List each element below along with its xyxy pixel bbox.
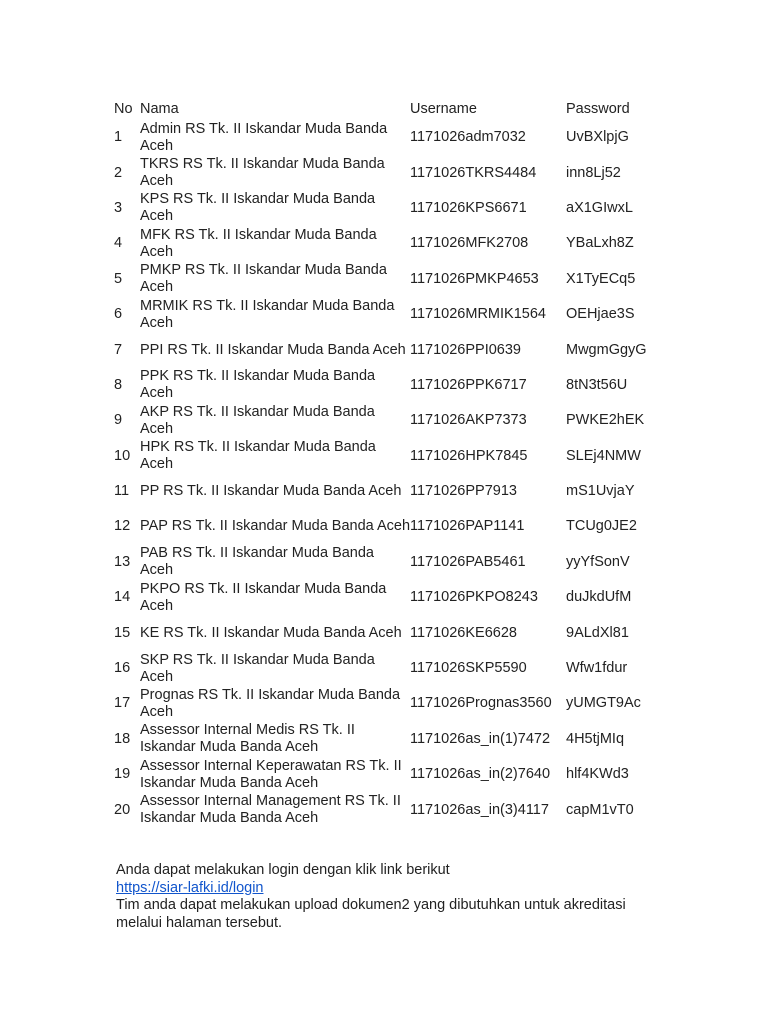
cell-password: YBaLxh8Z (566, 235, 634, 252)
table-row (114, 722, 676, 757)
cell-nama: MFK RS Tk. II Iskandar Muda Banda Aceh (140, 226, 377, 260)
cell-password: X1TyECq5 (566, 270, 636, 287)
cell-no: 2 (114, 164, 123, 181)
cell-nama: AKP RS Tk. II Iskandar Muda Banda Aceh (140, 403, 375, 437)
cell-nama: Assessor Internal Management RS Tk. II Iskandar Muda Banda Aceh (140, 793, 401, 827)
cell-password: yUMGT9Ac (566, 695, 641, 712)
header-username: Username (410, 101, 477, 117)
cell-username: 1171026TKRS4484 (410, 164, 537, 181)
cell-username: 1171026PAP1141 (410, 518, 525, 535)
cell-no: 14 (114, 589, 131, 606)
footer-line-login: Anda dapat melakukan login dengan klik link berikut (116, 862, 450, 878)
table-row (114, 297, 676, 332)
table-row (114, 615, 676, 650)
cell-password: mS1UvjaY (566, 483, 635, 500)
cell-nama: Assessor Internal Medis RS Tk. II Iskandar Muda Banda Aceh (140, 722, 355, 756)
cell-username: 1171026HPK7845 (410, 447, 528, 464)
cell-username: 1171026MFK2708 (410, 235, 529, 252)
cell-nama: SKP RS Tk. II Iskandar Muda Banda Aceh (140, 651, 375, 685)
footer-link-line (116, 880, 636, 898)
table-row (114, 757, 676, 792)
table-row (114, 651, 676, 686)
cell-no: 3 (114, 199, 123, 216)
table-row (114, 120, 676, 155)
cell-no: 19 (114, 766, 131, 783)
table-row (114, 155, 676, 190)
cell-password: UvBXlpjG (566, 129, 629, 146)
cell-username: 1171026SKP5590 (410, 660, 527, 677)
cell-username: 1171026AKP7373 (410, 412, 527, 429)
cell-no: 18 (114, 730, 131, 747)
cell-no: 11 (114, 483, 130, 500)
cell-username: 1171026KPS6671 (410, 199, 527, 216)
table-row (114, 226, 676, 261)
table-row (114, 474, 676, 509)
cell-nama: PAB RS Tk. II Iskandar Muda Banda Aceh (140, 545, 374, 579)
cell-username: 1171026adm7032 (410, 129, 526, 146)
cell-username: 1171026as_in(3)4117 (410, 801, 549, 818)
header-no: No (114, 101, 133, 117)
table-row (114, 792, 676, 827)
cell-nama: Admin RS Tk. II Iskandar Muda Banda Aceh (140, 120, 388, 154)
cell-no: 10 (114, 447, 131, 464)
cell-nama: PP RS Tk. II Iskandar Muda Banda Aceh (140, 483, 402, 500)
cell-no: 16 (114, 660, 131, 677)
cell-username: 1171026PMKP4653 (410, 270, 539, 287)
cell-password: 9ALdXl81 (566, 624, 629, 641)
cell-no: 6 (114, 306, 123, 323)
cell-password: PWKE2hEK (566, 412, 645, 429)
cell-username: 1171026PPK6717 (410, 376, 527, 393)
table-row (114, 191, 676, 226)
header-nama: Nama (140, 101, 179, 117)
cell-password: 8tN3t56U (566, 376, 628, 393)
login-link[interactable]: https://siar-lafki.id/login (116, 879, 264, 896)
cell-nama: PPK RS Tk. II Iskandar Muda Banda Aceh (140, 368, 376, 402)
cell-password: hlf4KWd3 (566, 766, 629, 783)
table-row (114, 545, 676, 580)
credentials-table (114, 101, 676, 828)
table-row (114, 686, 676, 721)
table-row (114, 509, 676, 544)
cell-no: 15 (114, 624, 131, 641)
cell-no: 8 (114, 376, 123, 393)
cell-password: SLEj4NMW (566, 447, 641, 464)
cell-nama: PAP RS Tk. II Iskandar Muda Banda Aceh (140, 518, 411, 535)
cell-password: 4H5tjMIq (566, 730, 625, 747)
cell-nama: KPS RS Tk. II Iskandar Muda Banda Aceh (140, 191, 376, 225)
cell-password: OEHjae3S (566, 306, 635, 323)
footer-text (116, 862, 636, 932)
table-row (114, 262, 676, 297)
cell-password: duJkdUfM (566, 589, 632, 606)
cell-no: 1 (114, 129, 123, 146)
cell-nama: PKPO RS Tk. II Iskandar Muda Banda Aceh (140, 580, 387, 614)
cell-no: 9 (114, 412, 123, 429)
cell-password: inn8Lj52 (566, 164, 621, 181)
cell-password: yyYfSonV (566, 553, 630, 570)
cell-no: 7 (114, 341, 123, 358)
cell-no: 20 (114, 801, 131, 818)
cell-password: aX1GIwxL (566, 199, 633, 216)
cell-username: 1171026MRMIK1564 (410, 306, 546, 323)
table-body (114, 120, 676, 828)
table-row (114, 368, 676, 403)
cell-password: MwgmGgyG (566, 341, 647, 358)
cell-username: 1171026PP7913 (410, 483, 517, 500)
cell-password: capM1vT0 (566, 801, 634, 818)
cell-nama: Prognas RS Tk. II Iskandar Muda Banda Aceh (140, 686, 401, 720)
cell-username: 1171026PKPO8243 (410, 589, 538, 606)
cell-username: 1171026KE6628 (410, 624, 517, 641)
cell-nama: MRMIK RS Tk. II Iskandar Muda Banda Aceh (140, 297, 395, 331)
cell-no: 4 (114, 235, 123, 252)
cell-no: 12 (114, 518, 131, 535)
cell-nama: PMKP RS Tk. II Iskandar Muda Banda Aceh (140, 262, 387, 296)
table-row (114, 403, 676, 438)
cell-nama: HPK RS Tk. II Iskandar Muda Banda Aceh (140, 439, 376, 473)
cell-username: 1171026as_in(2)7640 (410, 766, 551, 783)
header-password: Password (566, 101, 630, 117)
cell-username: 1171026as_in(1)7472 (410, 730, 551, 747)
cell-no: 17 (114, 695, 131, 712)
cell-nama: PPI RS Tk. II Iskandar Muda Banda Aceh (140, 341, 406, 358)
cell-nama: KE RS Tk. II Iskandar Muda Banda Aceh (140, 624, 402, 641)
cell-username: 1171026PPI0639 (410, 341, 522, 358)
cell-no: 5 (114, 270, 123, 287)
cell-username: 1171026PAB5461 (410, 553, 526, 570)
cell-nama: TKRS RS Tk. II Iskandar Muda Banda Aceh (140, 156, 385, 190)
cell-nama: Assessor Internal Keperawatan RS Tk. II Iskandar Muda Banda Aceh (140, 757, 402, 791)
table-row (114, 332, 676, 367)
cell-password: TCUg0JE2 (566, 518, 637, 535)
cell-username: 1171026Prognas3560 (410, 695, 552, 712)
cell-password: Wfw1fdur (566, 660, 628, 677)
cell-no: 13 (114, 553, 131, 570)
table-row (114, 580, 676, 615)
footer-line-upload: Tim anda dapat melakukan upload dokumen2 yang dibutuhkan untuk akreditasi melalui halaman tersebut. (116, 897, 626, 931)
table-header-row (114, 101, 676, 120)
table-row (114, 439, 676, 474)
